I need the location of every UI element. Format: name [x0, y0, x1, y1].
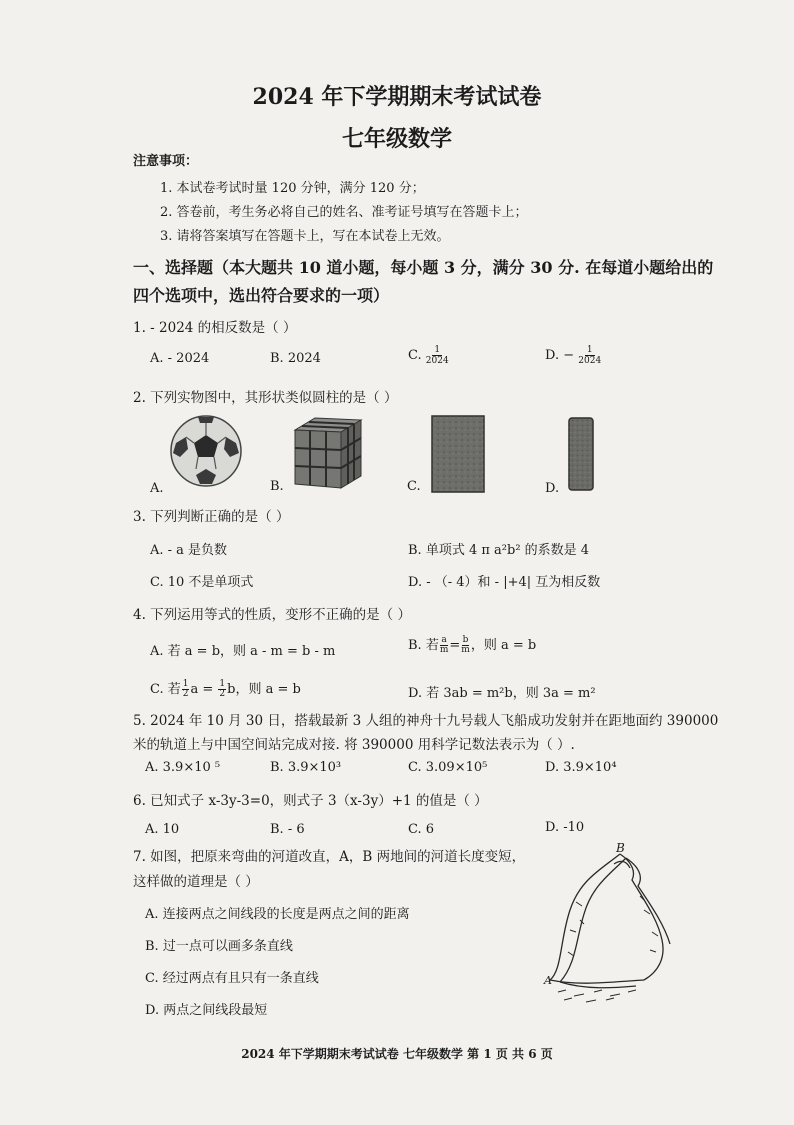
- notice-item-2: 2. 答卷前，考生务必将自己的姓名、准考证号填写在答题卡上；: [160, 205, 528, 220]
- soccer-ball-image: [168, 413, 244, 489]
- question-3-option-b: B. 单项式 4 π a²b² 的系数是 4: [408, 543, 590, 558]
- question-2-option-b: B.: [270, 479, 284, 494]
- question-4-option-c: C. 若 $\frac{1}{2}$ a = $\frac{1}{2}$ b，则 a = b: [150, 679, 301, 699]
- question-5-option-d: D. 3.9×10⁴: [545, 760, 617, 775]
- notice-item-3: 3. 请将答案填写在答题卡上，写在本试卷上无效。: [160, 229, 450, 244]
- question-3-option-c: C. 10 不是单项式: [150, 575, 254, 590]
- fraction: $\frac{1}{2}$: [219, 679, 226, 699]
- question-1-stem: 1. - 2024 的相反数是（ ）: [133, 320, 297, 336]
- fraction: $\frac{b}{m}$: [461, 635, 470, 655]
- question-5-option-b: B. 3.9×10³: [270, 760, 342, 775]
- notice-heading: 注意事项：: [133, 154, 199, 169]
- question-1-option-b: B. 2024: [270, 351, 321, 366]
- fraction: $\frac{1}{2}$: [182, 679, 189, 699]
- question-5-option-c: C. 3.09×10⁵: [408, 760, 488, 775]
- cylinder-image: [566, 414, 596, 494]
- question-1-option-a: A. - 2024: [150, 351, 210, 366]
- question-4-option-a: A. 若 a = b，则 a - m = b - m: [150, 644, 336, 659]
- question-7-line2: 这样做的道理是（ ）: [133, 874, 259, 890]
- question-1-option-d: D. − $\frac{1}{2024}$: [545, 345, 602, 366]
- exam-title: 2024 年下学期期末考试试卷: [252, 84, 542, 110]
- question-7-option-a: A. 连接两点之间线段的长度是两点之间的距离: [145, 907, 410, 922]
- question-7-option-b: B. 过一点可以画多条直线: [145, 939, 293, 954]
- question-6-stem: 6. 已知式子 x-3y-3=0，则式子 3（x-3y）+1 的值是（ ）: [133, 793, 488, 809]
- exam-subject: 七年级数学: [341, 126, 452, 152]
- cuboid-box-image: [430, 414, 486, 494]
- question-6-option-a: A. 10: [145, 822, 180, 837]
- question-5-option-a: A. 3.9×10 ⁵: [145, 760, 221, 775]
- point-b-label: B: [616, 841, 625, 855]
- question-7-line1: 7. 如图，把原来弯曲的河道改直，A，B 两地间的河道长度变短，: [133, 849, 526, 865]
- page-footer: 2024 年下学期期末考试试卷 七年级数学 第 1 页 共 6 页: [241, 1047, 553, 1061]
- section-heading-line1: 一、选择题（本大题共 10 道小题，每小题 3 分，满分 30 分. 在每道小题给出的: [133, 258, 714, 277]
- question-4-option-d: D. 若 3ab = m²b，则 3a = m²: [408, 686, 596, 701]
- fraction: $\frac{a}{m}$: [439, 635, 449, 655]
- question-6-option-b: B. - 6: [270, 822, 305, 837]
- question-3-option-d: D. - （- 4）和 - |+4| 互为相反数: [408, 575, 601, 590]
- question-2-option-d: D.: [545, 481, 560, 496]
- fraction: $\frac{1}{2024}$: [578, 345, 602, 366]
- question-3-stem: 3. 下列判断正确的是（ ）: [133, 509, 290, 525]
- question-2-stem: 2. 下列实物图中，其形状类似圆柱的是（ ）: [133, 390, 398, 406]
- question-7-option-c: C. 经过两点有且只有一条直线: [145, 971, 319, 986]
- question-4-stem: 4. 下列运用等式的性质，变形不正确的是（ ）: [133, 607, 411, 623]
- point-a-label: A: [544, 974, 552, 987]
- river-diagram: [540, 840, 680, 1010]
- question-6-option-d: D. -10: [545, 820, 585, 835]
- question-2-option-a: A.: [150, 481, 164, 496]
- question-5-line2: 米的轨道上与中国空间站完成对接. 将 390000 用科学记数法表示为（ ）.: [133, 737, 575, 753]
- question-5-line1: 5. 2024 年 10 月 30 日，搭载最新 3 人组的神舟十九号载人飞船成功发射并在距地面约 390000: [133, 713, 719, 729]
- fraction: $\frac{1}{2024}$: [425, 345, 449, 366]
- rubiks-cube-image: [291, 414, 363, 490]
- question-3-option-a: A. - a 是负数: [150, 543, 228, 558]
- question-4-option-b: B. 若 $\frac{a}{m}$ = $\frac{b}{m}$ ，则 a = b: [408, 635, 537, 655]
- section-heading-line2: 四个选项中，选出符合要求的一项）: [133, 286, 390, 305]
- question-2-option-c: C.: [407, 479, 421, 494]
- notice-item-1: 1. 本试卷考试时量 120 分钟，满分 120 分；: [160, 181, 425, 196]
- question-7-option-d: D. 两点之间线段最短: [145, 1003, 268, 1018]
- question-1-option-c: C. $\frac{1}{2024}$: [408, 345, 449, 366]
- question-6-option-c: C. 6: [408, 822, 435, 837]
